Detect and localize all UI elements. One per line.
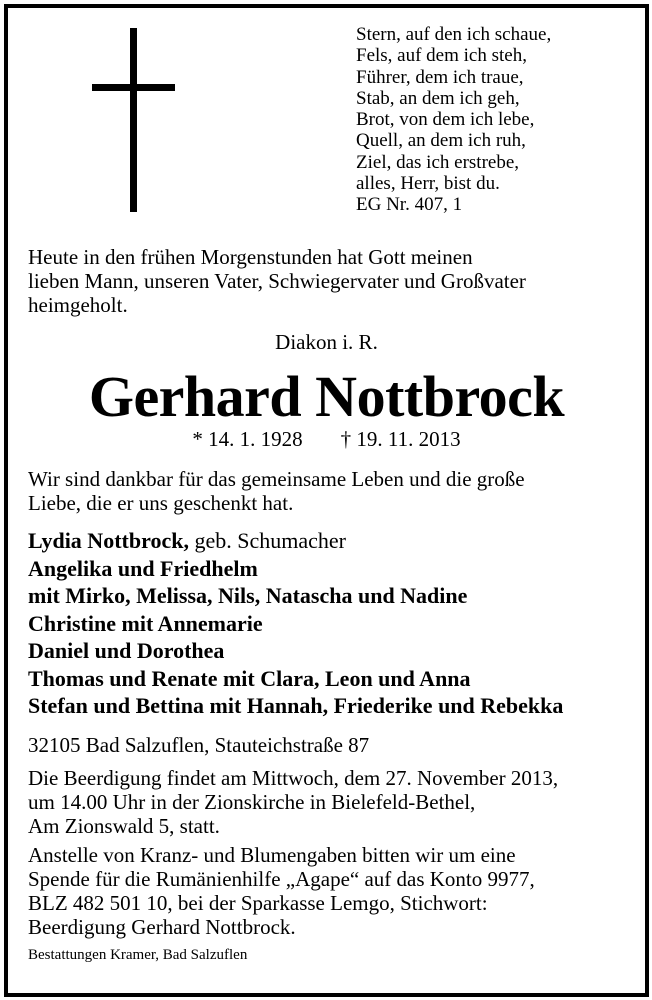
hymn-line: Ziel, das ich erstrebe,: [356, 151, 520, 173]
cross-vertical-bar: [130, 28, 137, 212]
family-line: Daniel und Dorothea: [28, 638, 225, 663]
hymn-line: Brot, von dem ich lebe,: [356, 109, 535, 131]
funeral-line: um 14.00 Uhr in der Zionskirche in Bielefeld-Bethel,: [28, 790, 476, 814]
hymn-line: Quell, an dem ich ruh,: [356, 130, 526, 152]
hymn-line: Führer, dem ich traue,: [356, 66, 524, 88]
hymn-line: Fels, auf dem ich steh,: [356, 45, 527, 67]
donation-info: [28, 843, 535, 939]
family-line: Thomas und Renate mit Clara, Leon und Anna: [28, 665, 471, 691]
family-line: mit Mirko, Melissa, Nils, Natascha und Nadine: [28, 583, 468, 608]
family-list: [28, 527, 563, 720]
intro-line: lieben Mann, unseren Vater, Schwiegervater und Großvater: [28, 269, 526, 293]
family-line-widow: [28, 527, 563, 555]
family-line: Stefan und Bettina mit Hannah, Friederike und Rebekka: [28, 693, 564, 718]
undertaker-credit: Bestattungen Kramer, Bad Salzuflen: [28, 947, 248, 963]
intro-line: heimgeholt.: [28, 293, 128, 317]
funeral-info: [28, 766, 558, 838]
intro-text: [28, 245, 526, 317]
hymn-verse: [356, 24, 551, 216]
cross-horizontal-bar: [92, 84, 175, 91]
gratitude-line: Wir sind dankbar für das gemeinsame Leben und die große: [28, 467, 525, 491]
birth-date: * 14. 1. 1928: [192, 427, 303, 451]
deceased-name: Gerhard Nottbrock: [88, 364, 565, 429]
donation-line: Anstelle von Kranz- und Blumengaben bitten wir um eine: [28, 843, 516, 867]
family-address: 32105 Bad Salzuflen, Stauteichstraße 87: [28, 733, 370, 757]
death-date: † 19. 11. 2013: [340, 427, 461, 451]
donation-line: Beerdigung Gerhard Nottbrock.: [28, 915, 296, 939]
hymn-line: alles, Herr, bist du.: [356, 173, 500, 195]
life-dates: [8, 427, 645, 452]
gratitude-line: Liebe, die er uns geschenkt hat.: [28, 491, 294, 515]
hymn-line: Stab, an dem ich geh,: [356, 87, 520, 109]
hymn-line: Stern, auf den ich schaue,: [356, 24, 552, 45]
hymn-source: EG Nr. 407, 1: [356, 194, 463, 216]
donation-line: BLZ 482 501 10, bei der Sparkasse Lemgo, Stichwort:: [28, 891, 488, 915]
intro-line: Heute in den frühen Morgenstunden hat Gott meinen: [28, 245, 473, 269]
family-line: Angelika und Friedhelm: [28, 555, 258, 581]
gratitude-text: [28, 467, 525, 515]
donation-line: Spende für die Rumänienhilfe „Agape“ auf das Konto 9977,: [28, 867, 535, 891]
funeral-line: Die Beerdigung findet am Mittwoch, dem 27. November 2013,: [28, 766, 559, 790]
deceased-title: Diakon i. R.: [275, 330, 378, 354]
family-line: Christine mit Annemarie: [28, 610, 263, 636]
widow-birth-name: geb. Schumacher: [188, 528, 346, 553]
funeral-line: Am Zionswald 5, statt.: [28, 814, 220, 838]
widow-name: Lydia Nottbrock,: [28, 528, 189, 553]
